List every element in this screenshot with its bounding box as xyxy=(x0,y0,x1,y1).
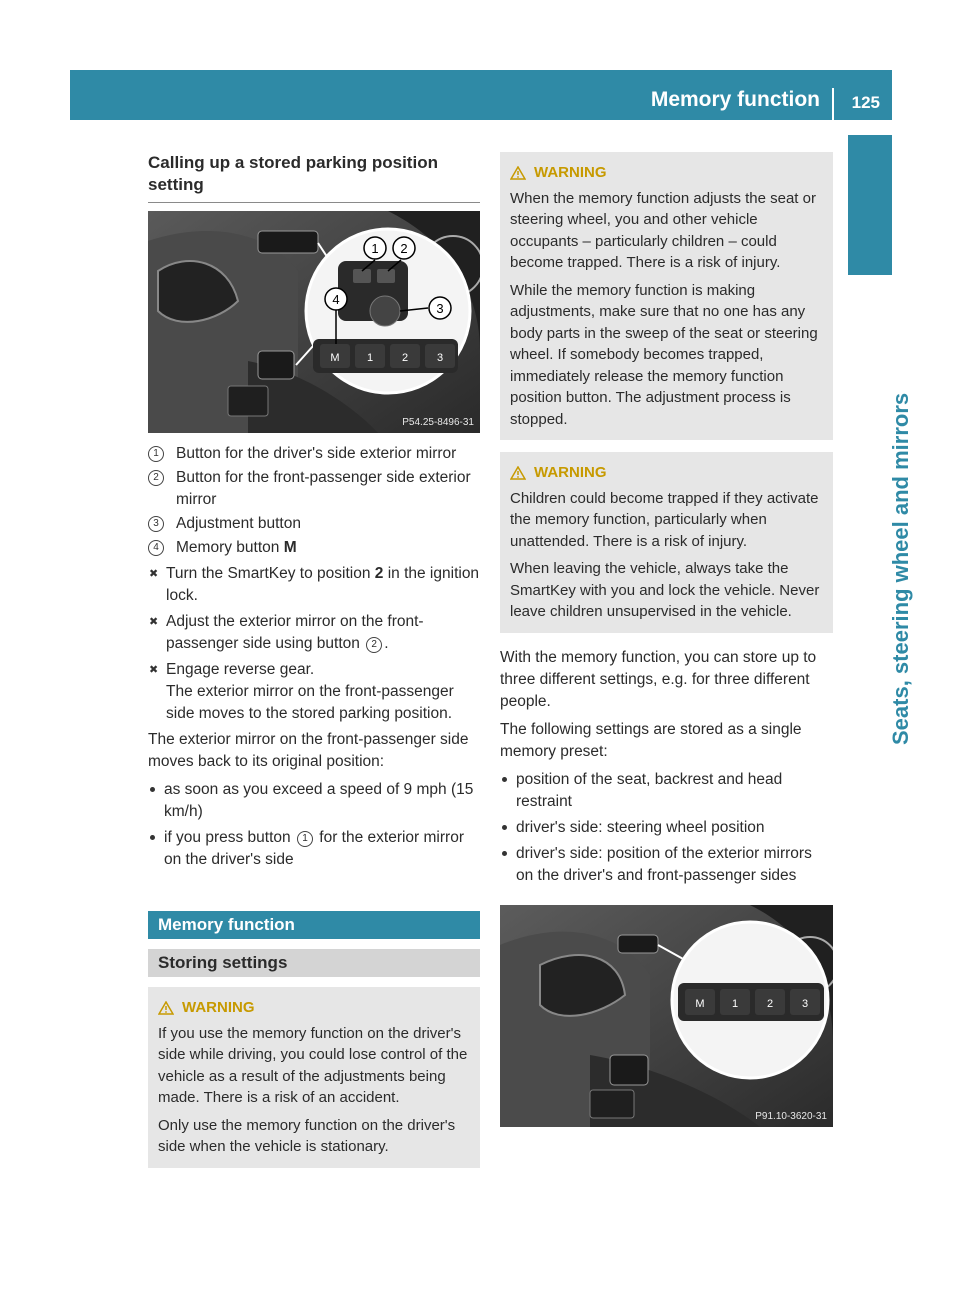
fig2-btn-2: 2 xyxy=(766,997,774,1010)
bullet-item: as soon as you exceed a speed of 9 mph (15 km/h) xyxy=(148,779,480,823)
fig2-btn-1: 1 xyxy=(731,997,739,1010)
paragraph: With the memory function, you can store up to three different settings, e.g. for three different people. xyxy=(500,648,817,710)
instruction-steps xyxy=(148,563,480,725)
fig1-btn-m: M xyxy=(330,352,340,364)
right-column xyxy=(500,152,833,1127)
bullet-item: driver's side: position of the exterior mirrors on the driver's and front-passenger sides xyxy=(500,843,833,887)
side-tab xyxy=(848,135,892,275)
legend-item: 3 Adjustment button xyxy=(148,513,480,535)
section-band-storing-settings: Storing settings xyxy=(148,949,480,977)
step-item: ✖ Adjust the exterior mirror on the front-passenger side using button 2 . xyxy=(148,611,480,655)
warning-text: Children could become trapped if they activate the memory function, particularly when unattended. There is a risk of injury. xyxy=(510,489,819,550)
paragraph: The exterior mirror on the front-passenger side moves back to its original position: xyxy=(148,731,469,770)
page-header xyxy=(70,70,892,120)
section-heading: Calling up a stored parking position setting xyxy=(148,152,480,203)
warning-triangle-icon xyxy=(510,166,526,180)
fig2-btn-m: M xyxy=(695,997,705,1010)
section-band-memory-function: Memory function xyxy=(148,911,480,939)
fig1-callout-3: 3 xyxy=(436,301,444,316)
header-title: Memory function xyxy=(650,88,820,111)
fig1-callout-4: 4 xyxy=(332,292,340,307)
bullet-item: position of the seat, backrest and head restraint xyxy=(500,769,833,813)
warning-box xyxy=(500,452,833,633)
paragraph: The following settings are stored as a single memory preset: xyxy=(500,720,802,760)
warning-header: WARNING xyxy=(510,162,823,184)
fig1-btn-1: 1 xyxy=(366,352,374,364)
fig1-callout-1: 1 xyxy=(371,241,379,256)
warning-text: If you use the memory function on the driver's side while driving, you could lose control of the vehicle as a result of the adjustments being made. There is a risk of an accident. xyxy=(158,1024,468,1106)
warning-text: When leaving the vehicle, always take the SmartKey with you and lock the vehicle. Never leave children unsupervised in the vehicle. xyxy=(510,560,820,620)
door-panel-illustration xyxy=(500,905,833,1127)
warning-text: Only use the memory function on the driver's side when the vehicle is stationary. xyxy=(158,1116,456,1155)
warning-triangle-icon xyxy=(158,1001,174,1015)
bullet-list xyxy=(148,779,480,871)
bullet-item: if you press button 1 for the exterior mirror on the driver's side xyxy=(148,827,480,871)
legend-item: 1 Button for the driver's side exterior mirror xyxy=(148,443,480,465)
warning-triangle-icon xyxy=(510,466,526,480)
fig2-btn-3: 3 xyxy=(801,997,809,1010)
figure-door-panel-2 xyxy=(500,905,833,1127)
warning-box xyxy=(500,152,833,440)
figure-code: P54.25-8496-31 xyxy=(402,417,474,428)
warning-header: WARNING xyxy=(510,462,823,484)
door-panel-illustration xyxy=(148,211,480,433)
fig1-callout-2: 2 xyxy=(400,241,408,256)
side-chapter-label: Seats, steering wheel and mirrors xyxy=(888,392,913,745)
legend-list xyxy=(148,443,480,559)
warning-text: When the memory function adjusts the seat or steering wheel, you and other vehicle occupants – particularly children – could become trapped. There is a risk of injury. xyxy=(510,189,816,271)
warning-header: WARNING xyxy=(158,997,470,1019)
warning-box xyxy=(148,987,480,1168)
figure-code: P91.10-3620-31 xyxy=(755,1110,827,1122)
header-separator xyxy=(832,88,834,120)
legend-item: 2 Button for the front-passenger side exterior mirror xyxy=(148,467,480,511)
step-item: ✖ Turn the SmartKey to position 2 in the ignition lock. xyxy=(148,563,480,607)
step-item: ✖ Engage reverse gear. The exterior mirror on the front-passenger side moves to the stored parking position. xyxy=(148,659,480,725)
left-column xyxy=(148,152,480,1168)
figure-door-panel-1 xyxy=(148,211,480,433)
page-number: 125 xyxy=(851,93,880,112)
fig1-btn-3: 3 xyxy=(436,352,444,364)
bullet-list xyxy=(500,769,833,887)
legend-item: 4 Memory button M xyxy=(148,537,480,559)
warning-text: While the memory function is making adjustments, make sure that no one has any body parts in the sweep of the seat or steering wheel. If somebody becomes trapped, immediately release the memory function position button. The adjustment process is stopped. xyxy=(510,281,818,428)
bullet-item: driver's side: steering wheel position xyxy=(500,817,833,839)
fig1-btn-2: 2 xyxy=(401,352,409,364)
